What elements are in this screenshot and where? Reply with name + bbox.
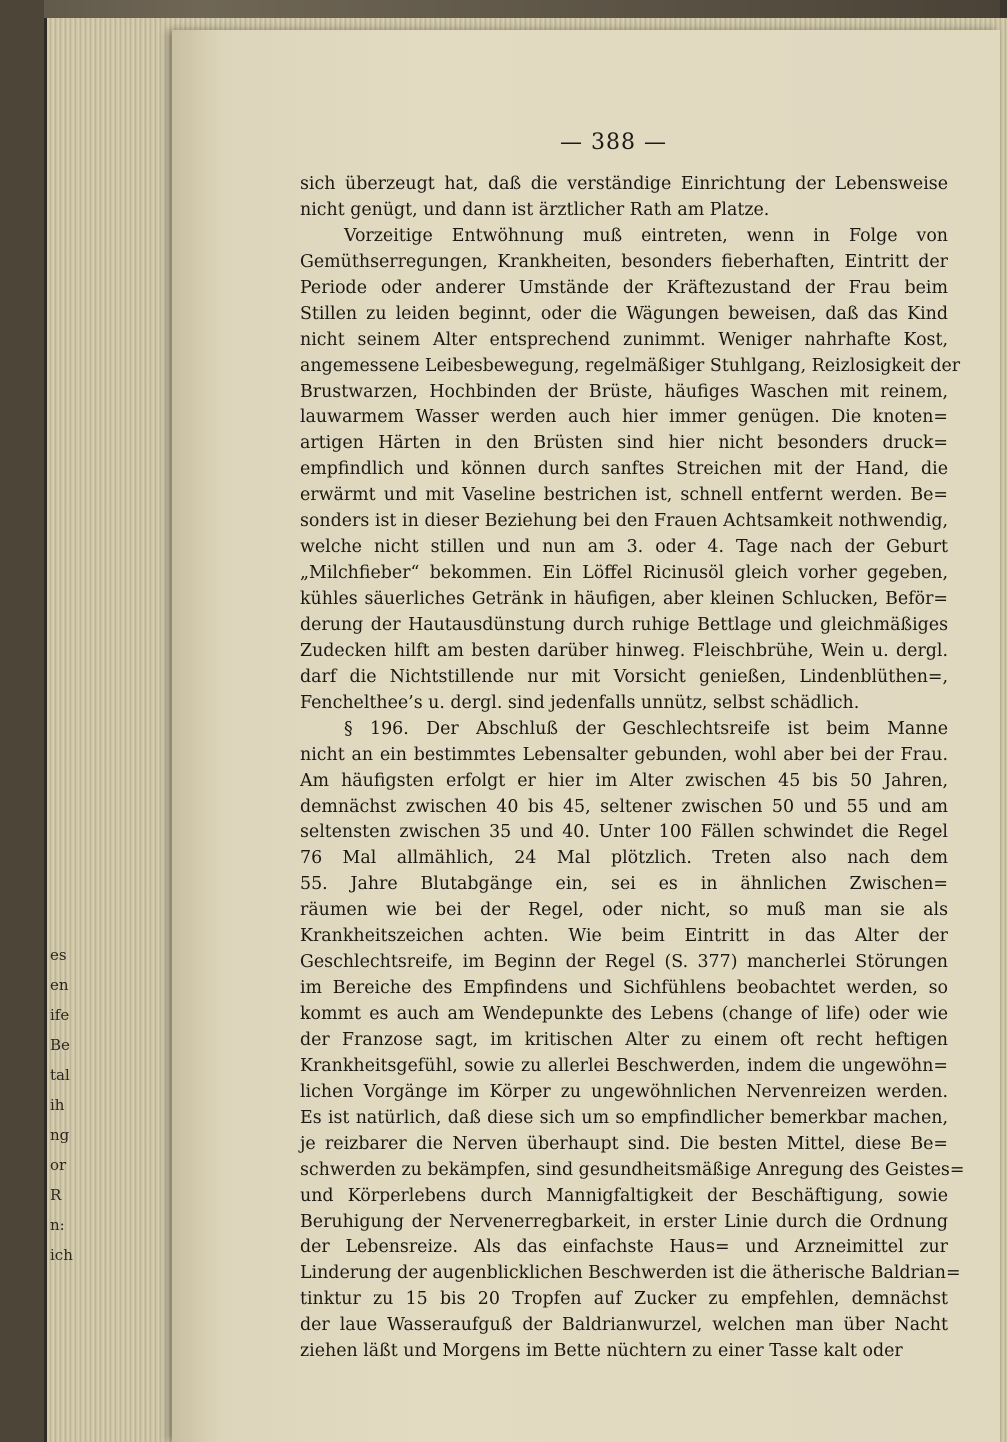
- text-line: je reizbarer die Nerven überhaupt sind. Die besten Mittel, diese Be=: [300, 1133, 948, 1154]
- text-line: nicht an ein bestimmtes Lebensalter gebunden, wohl aber bei der Frau.: [300, 744, 948, 765]
- text-line: § 196. Der Abschluß der Geschlechtsreife ist beim Manne: [344, 718, 948, 739]
- margin-fragment: Be: [50, 1036, 70, 1054]
- text-line: derung der Hautausdünstung durch ruhige Bettlage und gleichmäßiges: [300, 614, 948, 635]
- page-text: [300, 172, 965, 1365]
- text-line: Krankheitszeichen achten. Wie beim Eintritt in das Alter der: [300, 926, 948, 947]
- text-line: darf die Nichtstillende nur mit Vorsicht genießen, Lindenblüthen=,: [300, 666, 948, 687]
- text-line: 76 Mal allmählich, 24 Mal plötzlich. Treten also nach dem: [300, 848, 948, 869]
- text-line: Gemüthserregungen, Krankheiten, besonders fieberhaften, Eintritt der: [300, 251, 948, 272]
- text-line: der Franzose sagt, im kritischen Alter zu einem oft recht heftigen: [300, 1029, 948, 1050]
- text-line: und Körperlebens durch Mannigfaltigkeit der Beschäftigung, sowie: [300, 1185, 948, 1206]
- book-spine-edge: [0, 0, 44, 1442]
- text-line: angemessene Leibesbewegung, regelmäßiger Stuhlgang, Reizlosigkeit der: [300, 355, 961, 376]
- text-line: räumen wie bei der Regel, oder nicht, so muß man sie als: [300, 900, 948, 921]
- text-line: „Milchfieber“ bekommen. Ein Löffel Ricinusöl gleich vorher gegeben,: [300, 563, 948, 584]
- text-line: Zudecken hilft am besten darüber hinweg. Fleischbrühe, Wein u. dergl.: [300, 640, 948, 661]
- text-line: Stillen zu leiden beginnt, oder die Wägungen beweisen, daß das Kind: [300, 303, 948, 324]
- text-line: lauwarmem Wasser werden auch hier immer genügen. Die knoten=: [300, 407, 948, 428]
- margin-fragment: ife: [50, 1006, 70, 1024]
- text-line: Es ist natürlich, daß diese sich um so empfindlicher bemerkbar machen,: [300, 1107, 948, 1128]
- text-line: nicht seinem Alter entsprechend zunimmt. Weniger nahrhafte Kost,: [300, 329, 948, 350]
- text-line: Beruhigung der Nervenerregbarkeit, in erster Linie durch die Ordnung: [300, 1211, 948, 1232]
- margin-fragment: ich: [50, 1246, 73, 1264]
- text-line: lichen Vorgänge im Körper zu ungewöhnlichen Nervenreizen werden.: [300, 1081, 948, 1102]
- text-line: der Lebensreize. Als das einfachste Haus= und Arzneimittel zur: [300, 1237, 948, 1258]
- page-number: — 388 —: [560, 130, 667, 155]
- text-line: Geschlechtsreife, im Beginn der Regel (S. 377) mancherlei Störungen: [300, 952, 948, 973]
- text-line: Fenchelthee’s u. dergl. sind jedenfalls unnütz, selbst schädlich.: [300, 692, 860, 713]
- text-line: seltensten zwischen 35 und 40. Unter 100 Fällen schwindet die Regel: [300, 822, 948, 843]
- text-line: kommt es auch am Wendepunkte des Lebens (change of life) oder wie: [300, 1004, 948, 1024]
- margin-fragment: en: [50, 976, 69, 994]
- text-line: schwerden zu bekämpfen, sind gesundheitsmäßige Anregung des Geistes=: [300, 1159, 965, 1180]
- text-line: Periode oder anderer Umstände der Kräftezustand der Frau beim: [300, 277, 948, 298]
- text-line: nicht genügt, und dann ist ärztlicher Rath am Platze.: [300, 199, 770, 220]
- margin-fragment: ng: [50, 1126, 70, 1144]
- text-line: kühles säuerliches Getränk in häufigen, aber kleinen Schlucken, Beför=: [300, 589, 948, 609]
- text-line: Am häufigsten erfolgt er hier im Alter zwischen 45 bis 50 Jahren,: [300, 770, 948, 791]
- text-line: Linderung der augenblicklichen Beschwerden ist die ätherische Baldrian=: [300, 1263, 961, 1284]
- text-line: im Bereiche des Empfindens und Sichfühlens beobachtet werden, so: [300, 978, 948, 999]
- margin-fragment: R: [50, 1186, 62, 1204]
- text-line: artigen Härten in den Brüsten sind hier nicht besonders druck=: [300, 433, 948, 454]
- text-line: sonders ist in dieser Beziehung bei den Frauen Achtsamkeit nothwendig,: [300, 511, 948, 532]
- text-line: sich überzeugt hat, daß die verständige Einrichtung der Lebensweise: [300, 174, 948, 194]
- margin-fragment: tal: [50, 1066, 70, 1084]
- text-line: ziehen läßt und Morgens im Bette nüchtern zu einer Tasse kalt oder: [300, 1341, 903, 1362]
- margin-fragment: n:: [50, 1216, 65, 1234]
- text-line: demnächst zwischen 40 bis 45, seltener zwischen 50 und 55 und am: [300, 796, 948, 817]
- text-line: 55. Jahre Blutabgänge ein, sei es in ähnlichen Zwischen=: [300, 874, 948, 895]
- text-line: welche nicht stillen und nun am 3. oder 4. Tage nach der Geburt: [300, 537, 948, 558]
- text-line: erwärmt und mit Vaseline bestrichen ist, schnell entfernt werden. Be=: [300, 485, 948, 506]
- text-line: empfindlich und können durch sanftes Streichen mit der Hand, die: [300, 459, 948, 480]
- margin-fragment: or: [50, 1156, 67, 1174]
- text-line: tinktur zu 15 bis 20 Tropfen auf Zucker zu empfehlen, demnächst: [300, 1289, 948, 1310]
- margin-fragment: es: [50, 946, 67, 964]
- text-line: Brustwarzen, Hochbinden der Brüste, häufiges Waschen mit reinem,: [300, 381, 948, 402]
- margin-fragment: ih: [50, 1096, 65, 1114]
- previous-page-fragments: [50, 940, 73, 1270]
- text-line: der laue Wasseraufguß der Baldrianwurzel, welchen man über Nacht: [300, 1315, 948, 1336]
- text-line: Krankheitsgefühl, sowie zu allerlei Beschwerden, indem die ungewöhn=: [300, 1055, 948, 1076]
- text-line: Vorzeitige Entwöhnung muß eintreten, wenn in Folge von: [344, 225, 948, 246]
